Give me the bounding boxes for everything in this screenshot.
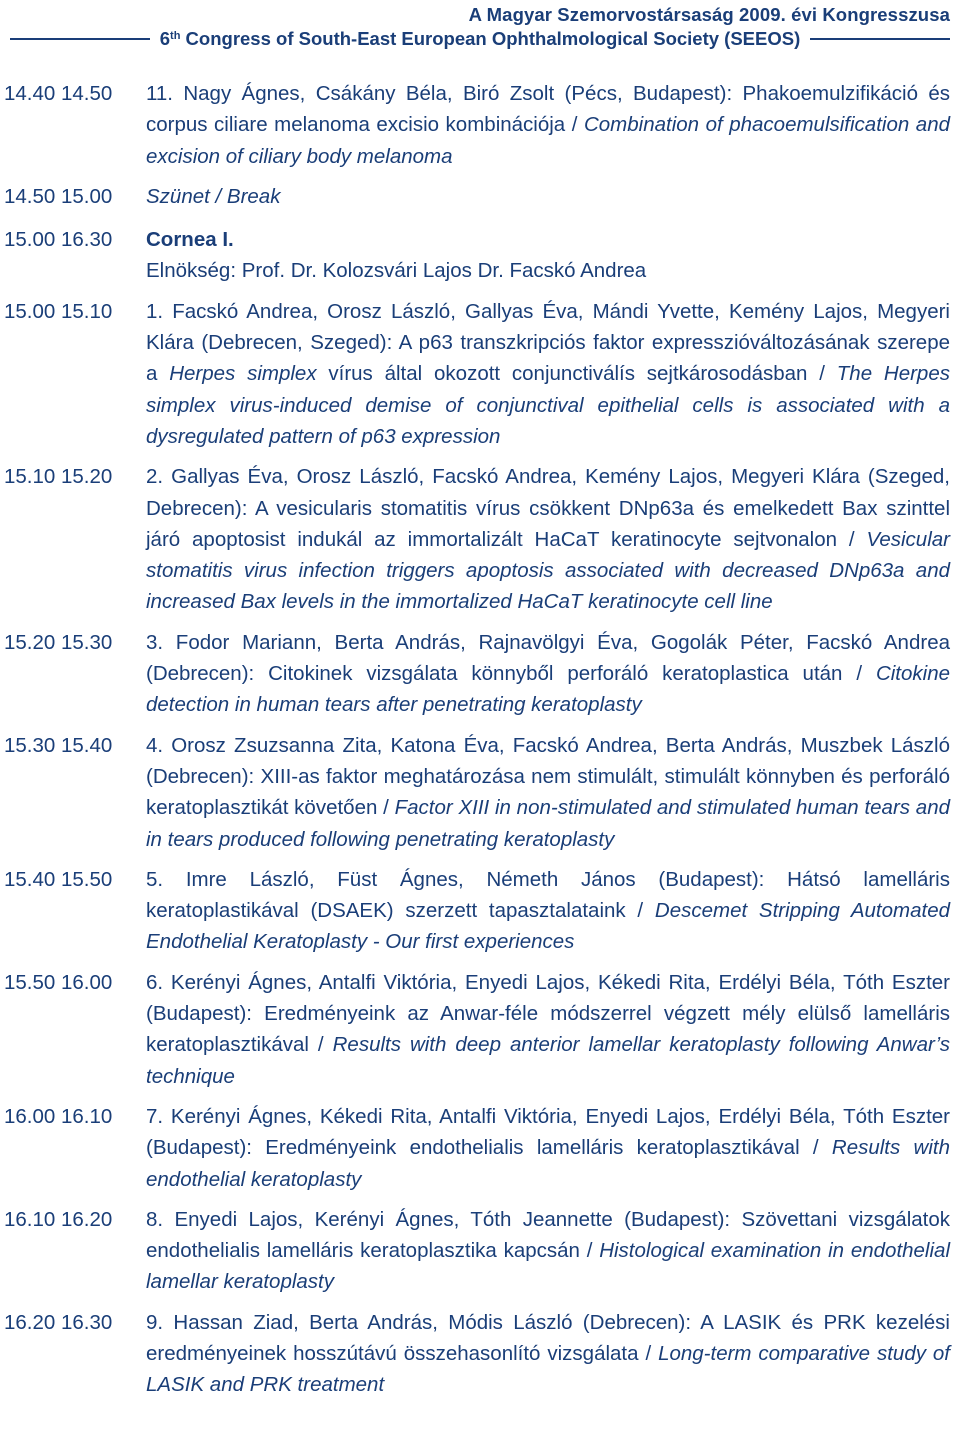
header-title-english [150,28,811,50]
time-slot: 15.20 15.30 [4,630,113,654]
talk-description [146,730,950,855]
time-slot: 15.50 16.00 [4,970,113,994]
talk-description [146,78,950,172]
talk-description [146,1307,950,1401]
talk-english-title: Long-term comparative study of LASIK and PRK treatment [146,1341,950,1397]
talk-english-title: Factor XIII in non-stimulated and stimulated human tears and in tears produced following penetrating keratoplasty [146,796,950,851]
program-entry-break [4,181,950,212]
time-slot: 15.30 15.40 [4,733,113,757]
time-slot: 16.20 16.30 [4,1310,113,1334]
talk-hungarian: 7. Kerényi Ágnes, Kékedi Rita, Antalfi Viktória, Enyedi Lajos, Erdélyi Béla, Tóth Eszter (Budapest): Eredményeink endothelialis lamelláris keratoplasztikával / [146,1104,950,1160]
time-slot: 14.50 15.00 [4,184,113,208]
session-header [4,224,950,287]
talk-description [146,296,950,452]
program-entry [4,1307,950,1401]
time-slot: 15.10 15.20 [4,465,113,489]
header-title-hungarian: A Magyar Szemorvostársaság 2009. évi Kongresszusa [468,4,950,25]
talk-italic-term: Herpes simplex [169,362,317,386]
talk-english-title: Combination of phacoemulsification and excision of ciliary body melanoma [146,113,950,168]
talk-hungarian: 5. Imre László, Füst Ágnes, Németh János (Budapest): Hátsó lamelláris keratoplastikával (DSAEK) szerzett tapasztalataink / [146,867,950,923]
time-slot: 14.40 14.50 [4,82,113,105]
talk-description [146,1101,950,1195]
program-entry [4,864,950,958]
talk-description [146,967,950,1092]
talk-english-title: Histological examination in endothelial lamellar keratoplasty [146,1239,951,1294]
header-rule-right [810,38,950,40]
session-time-slot: 15.00 16.30 [4,228,113,252]
page-header [0,0,960,60]
header-ordinal: 6 [159,28,171,49]
talk-description [146,461,950,617]
time-slot: 16.00 16.10 [4,1104,113,1128]
program-entry [4,78,950,172]
talk-hungarian-cont: vírus által okozott conjunctiválís sejtkárosodásban / [316,362,837,386]
time-slot: 16.10 16.20 [4,1207,113,1231]
talk-english-title: Results with deep anterior lamellar keratoplasty following Anwar’s technique [146,1033,951,1088]
header-rule-left [10,38,150,40]
program-entry [4,967,950,1092]
talk-english-title: Citokine detection in human tears after penetrating keratoplasty [146,662,950,717]
program-entry [4,461,950,617]
talk-english-title: Vesicular stomatitis virus infection triggers apoptosis associated with decreased DNp63a and increased Bax levels in the immortalized HaCaT keratinocyte cell line [146,527,950,614]
program-list [4,78,950,1401]
header-ordinal-suffix: th [170,30,181,42]
talk-description [146,1204,950,1298]
program-entry [4,730,950,855]
break-label [146,181,950,212]
session-title: Cornea I. [146,228,234,252]
session-info [146,224,950,287]
break-text: Szünet / Break [146,184,281,208]
talk-hungarian: 2. Gallyas Éva, Orosz László, Facskó Andrea, Kemény Lajos, Megyeri Klára (Szeged, Debrecen): A vesicularis stomatitis vírus csökkent DNp63a és emelkedett Bax szinttel járó apoptosist indukál az immortalizált HaCaT keratinocyte sejtvonalon / [146,465,950,551]
talk-hungarian: 8. Enyedi Lajos, Kerényi Ágnes, Tóth Jeannette (Budapest): Szövettani vizsgálatok endothelialis lamelláris keratoplasztika kapcsán / [146,1207,950,1263]
program-entry [4,296,950,452]
header-congress-row [10,27,950,51]
talk-hungarian: 3. Fodor Mariann, Berta András, Rajnavölgyi Éva, Gogolák Péter, Facskó Andrea (Debrecen): Citokinek vizsgálata könnyből perforáló keratoplastica után / [146,630,950,686]
talk-hungarian: 11. Nagy Ágnes, Csákány Béla, Biró Zsolt (Pécs, Budapest): Phakoemulzifikáció és corpus ciliare melanoma excisio kombinációja / [146,82,950,137]
talk-hungarian: 6. Kerényi Ágnes, Antalfi Viktória, Enyedi Lajos, Kékedi Rita, Erdélyi Béla, Tóth Eszter (Budapest): Eredményeink az Anwar-féle módszerrel végzett mély elülső lamelláris keratoplasztikával / [146,970,950,1057]
program-entry [4,1204,950,1298]
talk-description [146,864,950,958]
talk-hungarian: 4. Orosz Zsuzsanna Zita, Katona Éva, Facskó Andrea, Berta András, Muszbek László (Debrecen): XIII-as faktor meghatározása nem stimulált, stimulált könnyben és perforáló keratoplasztikát követően / [146,733,950,820]
talk-hungarian: 9. Hassan Ziad, Berta András, Módis László (Debrecen): A LASIK és PRK kezelési eredményeinek hosszútávú összehasonlító vizsgálata / [146,1310,950,1365]
header-congress-name: Congress of South-East European Ophthalmological Society (SEEOS) [180,28,801,49]
talk-description [146,627,950,721]
program-entry [4,1101,950,1195]
talk-hungarian: 1. Facskó Andrea, Orosz László, Gallyas Éva, Mándi Yvette, Kemény Lajos, Megyeri Klára (Debrecen, Szeged): A p63 transzkripciós faktor expresszióváltozásának szerepe a [146,299,950,386]
talk-english-title: The Herpes simplex virus-induced demise of conjunctival epithelial cells is associated with a dysregulated pattern of p63 expression [146,362,950,448]
talk-english-title: Descemet Stripping Automated Endothelial Keratoplasty - Our first experiences [146,899,950,954]
time-slot: 15.00 15.10 [4,299,113,323]
time-slot: 15.40 15.50 [4,867,113,891]
session-chair: Elnökség: Prof. Dr. Kolozsvári Lajos Dr. Facskó Andrea [146,259,647,283]
program-entry [4,627,950,721]
talk-english-title: Results with endothelial keratoplasty [146,1136,950,1191]
